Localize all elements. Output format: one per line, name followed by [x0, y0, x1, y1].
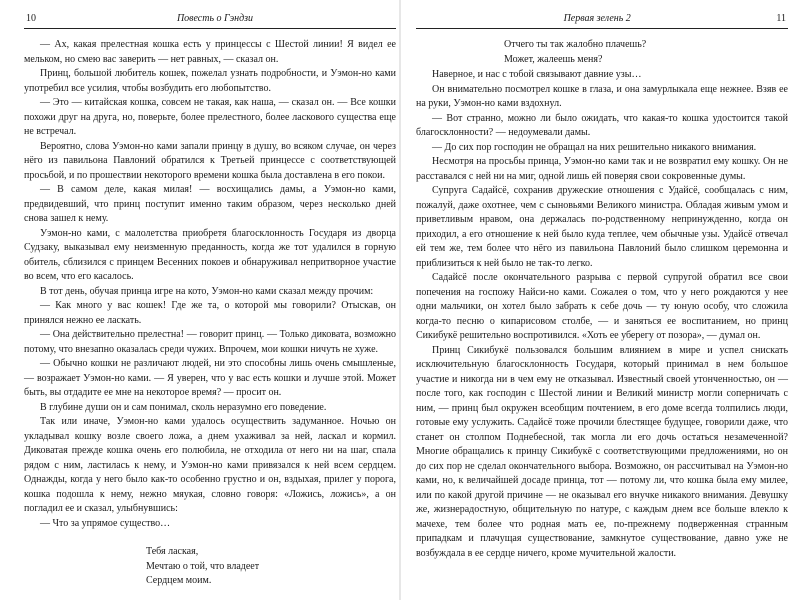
- paragraph: Уэмон-но ками, с малолетства приобретя благосклонность Государя из дворца Судзаку, выказывал ему неизменную преданность, когда же тот удалился в горную обитель, сблизился с принцем Весенних покоев и обнаруживал непритворное участие во всем, что его касалось.: [24, 227, 396, 282]
- running-title: Повесть о Гэндзи: [176, 13, 254, 24]
- paragraph: Несмотря на просьбы принца, Уэмон-но ками так и не возвратил ему кошку. Он не расставался с ней ни на миг, одной лишь ей поверяя свои сокровенные думы.: [416, 156, 788, 182]
- right-page: [416, 0, 788, 600]
- poem-line: Может, жалеешь меня?: [504, 53, 603, 65]
- poem-line: Отчего ты так жалобно плачешь?: [504, 39, 647, 50]
- right-page-header: [416, 12, 788, 29]
- paragraph: Вероятно, слова Уэмон-но ками запали принцу в душу, во всяком случае, он через нёго из павильона Павлоний обратился к Третьей принцессе с соответствующей просьбой, и по прошествии некоторого времени кошка была доставлена в его покои.: [24, 140, 396, 181]
- poem-line: Сердцем моим.: [146, 575, 212, 586]
- page-number: 10: [26, 13, 36, 24]
- paragraph: — Ах, какая прелестная кошка есть у принцессы с Шестой линии! Я видел ее мельком, но смею вас заверить — нет равных, — сказал он.: [24, 39, 396, 65]
- paragraph: Принц Сикибукё пользовался большим влиянием в мире и успел снискать исключительную благосклонность Государя, который принимал в нем большое участие и никогда ни в чем ему не отказывал. Известный своей утонченностью, он — после того, как господин с Шестой линии и Великий министр могли соперничать с ним, — принц был окружен всеобщим почтением, в его доме всегда толпились люди, готовые ему услужить. Садайсё тоже прочили блестящее будущее, говорили даже, что станет он столпом Поднебесной, так могла ли его дочь остаться незамеченной? Многие обращались к принцу Сикибукё с соответствующими предложениями, но он до сих пор не сделал окончательного выбора. Возможно, он рассчитывал на Уэмон-но ками, но, к величайшей досаде принца, тот — потому ли, что кошка была ему милее, или по какой другой причине — не оказывал его внучке никакого внимания. Девушку же, жизнерадостную, общительную по натуре, с каждым днем все больше влекло к мачехе, тем более что родная мать ее, по-прежнему подверженная странным припадкам и плачущая существование, замкнутое существование, давно уже не возбуждала в ее сердце ничего, кроме мучительной жалости.: [416, 344, 788, 559]
- left-page: [24, 0, 396, 600]
- paragraph: Принц, большой любитель кошек, пожелал узнать подробности, и Уэмон-но ками употребил все усилия, чтобы возбудить его любопытство.: [24, 68, 396, 94]
- paragraph: Наверное, и нас с тобой связывают давние узы…: [432, 69, 642, 80]
- right-page-text: [416, 38, 788, 561]
- paragraph: В глубине души он и сам понимал, сколь неразумно его поведение.: [40, 401, 327, 413]
- paragraph: Супруга Садайсё, сохранив дружеские отношения с Удайсё, сообщалась с ним, пожалуй, даже охотнее, чем с сыновьями Великого министра. Обладая живым умом и приветливым нравом, она держалась по-родственному непринужденно, когда он приходил, а его отношение к ней было куда теплее, чем обычные узы. Удайсё отвечал ей тем же, тем более что нёго из павильона Павлоний было слишком церемонна и приблизиться к ней было не так-то легко.: [416, 185, 788, 269]
- paragraph: В тот день, обучая принца игре на кото, Уэмон-но ками сказал между прочим:: [40, 285, 374, 297]
- running-title: Первая зелень 2: [563, 13, 631, 24]
- book-gutter: [399, 0, 401, 600]
- paragraph: — Вот странно, можно ли было ожидать, что какая-то кошка удостоится такой благосклонности? — недоумевали дамы.: [416, 112, 788, 138]
- poem: [24, 545, 396, 589]
- paragraph: Он внимательно посмотрел кошке в глаза, и она замурлыкала еще нежнее. Взяв ее на руки, Уэмон-но ками вздохнул.: [416, 83, 788, 109]
- page-number: 11: [776, 13, 786, 24]
- paragraph: — До сих пор господин не обращал на них решительно никакого внимания.: [432, 141, 757, 153]
- paragraph: — Что за упрямое существо…: [40, 517, 171, 529]
- paragraph: — В самом деле, какая милая! — восхищались дамы, а Уэмон-но ками, предвидевший, что принц поступит именно таким образом, через несколько дней снова зашел к нему.: [24, 184, 396, 224]
- poem: [416, 38, 788, 67]
- poem-line: Тебя лаская,: [146, 546, 199, 557]
- poem-line: Мечтаю о той, что владеет: [146, 560, 260, 572]
- left-page-header: [24, 12, 396, 29]
- left-page-text: [24, 38, 396, 589]
- paragraph: Так или иначе, Уэмон-но ками удалось осуществить задуманное. Ночью он укладывал кошку возле своего ложа, а днем ухаживал за ней, ласкал и кормил. Диковатая прежде кошка очень его полюбила, не отходила от него ни на шаг, спала рядом с ним, ластилась к нему, и Уэмон-но ками привязался к ней всем сердцем. Однажды, когда у него было как-то особенно грустно и он, вздыхая, прилег у порога, кошка подошла к нему, нежно мяукая, словно говоря: «Ложись, ложись», а он погладил ее и сказал, улыбнувшись:: [24, 416, 396, 514]
- paragraph: — Обычно кошки не различают людей, ни это способны лишь очень смышленые, — возражает Уэмон-но ками. — Я уверен, что у вас есть кошки и лучше этой. Может быть, вы отдадите ее мне на некоторое время? — просит он.: [24, 358, 396, 398]
- paragraph: Садайсё после окончательного разрыва с первой супругой обратил все свои попечения на госпожу Найси-но ками. Сожалея о том, что у него рождаются у нее одни мальчики, он хотел было забрать к себе дочь — ту юную особу, что сложила когда-то песню о кипарисовом столбе, — и заняться ее воспитанием, но принц Сикибукё решительно воспротивился. «Хоть ее уберегу от позора», — думал он.: [416, 272, 788, 341]
- paragraph: — Это — китайская кошка, совсем не такая, как наша, — сказал он. — Все кошки похожи друг на друга, но, поверьте, более прелестного, более ласкового существа еще не встречал.: [24, 97, 396, 137]
- paragraph: — Как много у вас кошек! Где же та, о которой мы говорили? Отыскав, он принялся нежно ее ласкать.: [24, 300, 396, 326]
- paragraph: — Она действительно прелестна! — говорит принц. — Только диковата, возможно потому, что внезапно оказалась среди чужих. Впрочем, мои кошки ничуть не хуже.: [24, 329, 396, 355]
